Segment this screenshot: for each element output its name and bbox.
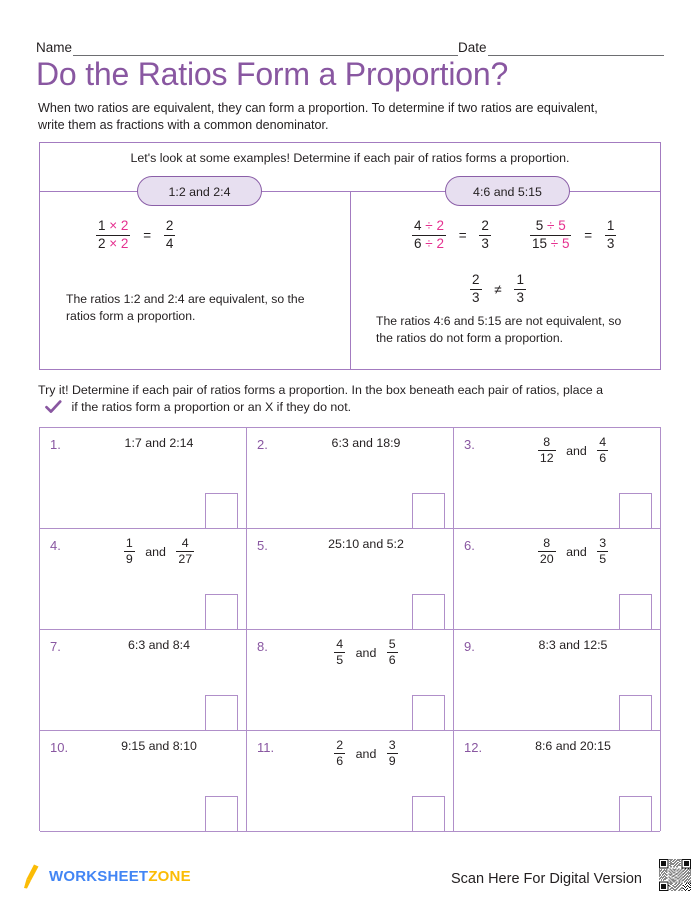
fraction [530, 219, 571, 251]
fraction [387, 638, 398, 668]
numerator-value: 5 [387, 638, 398, 653]
denominator-value: 9 [125, 552, 133, 567]
fraction [514, 273, 526, 305]
equals-operator: = [458, 227, 467, 243]
denominator-value: 3 [606, 235, 615, 251]
problem-cell-3[interactable] [454, 428, 660, 528]
numerator-value: 1 [98, 218, 106, 233]
numerator-value: 2 [470, 273, 482, 290]
example-right-pane [350, 191, 660, 369]
denominator-value: 27 [178, 552, 193, 567]
problem-cell-11[interactable] [247, 731, 454, 831]
numerator-value: 2 [164, 219, 176, 236]
problem-cell-10[interactable] [40, 731, 247, 831]
equals-operator: = [584, 227, 593, 243]
numerator-value: 2 [334, 739, 345, 754]
fraction [605, 219, 617, 251]
answer-box[interactable] [412, 493, 445, 529]
practice-problems-grid [39, 427, 661, 831]
numerator-value: 1 [514, 273, 526, 290]
problem-cell-2[interactable] [247, 428, 454, 528]
fraction [164, 219, 176, 251]
problem-content [494, 537, 652, 567]
conjunction: and [145, 544, 166, 559]
problem-cell-12[interactable] [454, 731, 660, 831]
fraction [334, 739, 345, 769]
scan-prompt-text: Scan Here For Digital Version [451, 871, 642, 887]
fraction [176, 537, 194, 567]
answer-box[interactable] [412, 594, 445, 630]
problem-cell-8[interactable] [247, 630, 454, 730]
date-label: Date [458, 40, 487, 55]
fraction [387, 739, 398, 769]
numerator-value: 4 [334, 638, 345, 653]
problem-cell-1[interactable] [40, 428, 247, 528]
numerator-value: 2 [479, 219, 491, 236]
intro-paragraph: When two ratios are equivalent, they can form a proportion. To determine if two ratios are equivalent, write them as fractions with a common denominator. [38, 101, 598, 132]
answer-box[interactable] [619, 493, 652, 529]
numerator-value: 4 [176, 537, 194, 552]
fraction [538, 537, 556, 567]
answer-box[interactable] [205, 594, 238, 630]
fraction [124, 537, 135, 567]
logo-secondary-text: ZONE [148, 867, 191, 885]
fraction [538, 436, 556, 466]
problem-content: 1:7 and 2:14 [124, 436, 194, 450]
practice-instructions [38, 382, 618, 419]
denominator-value: 3 [516, 289, 524, 305]
problem-content: 9:15 and 8:10 [121, 739, 197, 753]
denominator-value: 5 [336, 653, 344, 668]
problem-cell-7[interactable] [40, 630, 247, 730]
denominator-operation: ÷ 2 [425, 235, 444, 251]
example-left-pane [40, 191, 350, 369]
problem-content [287, 739, 445, 769]
fraction [479, 219, 491, 251]
worksheet-zone-logo[interactable] [22, 862, 191, 890]
denominator-value: 6 [414, 235, 422, 251]
denominator-value: 12 [539, 451, 554, 466]
example-right-conclusion: The ratios 4:6 and 5:15 are not equivalent, so the ratios do not form a proportion. [376, 314, 622, 345]
problem-number: 6. [464, 538, 475, 553]
problem-cell-5[interactable] [247, 529, 454, 629]
conjunction: and [355, 746, 377, 761]
numerator-value: 4 [414, 218, 422, 233]
problem-cell-6[interactable] [454, 529, 660, 629]
answer-box[interactable] [619, 695, 652, 731]
denominator-value: 5 [599, 552, 607, 567]
problem-content: 6:3 and 8:4 [127, 638, 190, 652]
example-right-equation-1 [412, 219, 491, 251]
instructions-line-2-after: if the ratios form a proportion or an X if they do not. [71, 400, 352, 414]
problem-number: 5. [257, 538, 268, 553]
instructions-line-1: Try it! Determine if each pair of ratios forms a proportion. In the box beneath each pair of [38, 383, 523, 397]
numerator-value: 8 [538, 436, 556, 451]
fraction [597, 436, 608, 466]
denominator-value: 2 [98, 235, 106, 251]
denominator-value: 9 [388, 754, 396, 769]
fraction [597, 537, 608, 567]
examples-heading: Let's look at some examples! Determine if each pair of ratios forms a proportion. [130, 151, 570, 165]
numerator-operation: ÷ 5 [547, 218, 566, 233]
denominator-value: 15 [532, 235, 548, 251]
numerator-operation: ÷ 2 [425, 218, 444, 233]
problem-number: 7. [50, 639, 61, 654]
numerator-value: 8 [538, 537, 556, 552]
conjunction: and [566, 443, 587, 458]
answer-box[interactable] [619, 796, 652, 832]
problem-row [40, 428, 660, 529]
logo-pencil-icon [22, 863, 44, 889]
instructions-line-2-before: ratios, place a [525, 383, 603, 397]
problem-number: 10. [50, 740, 69, 755]
date-write-line[interactable] [488, 41, 664, 56]
denominator-value: 6 [388, 653, 396, 668]
example-left-equation [96, 219, 175, 251]
conjunction: and [355, 645, 377, 660]
fraction [412, 219, 446, 251]
denominator-value: 20 [539, 552, 554, 567]
problem-content [494, 436, 652, 466]
example-left-pill: 1:2 and 2:4 [137, 176, 262, 206]
denominator-value: 4 [165, 235, 174, 251]
problem-row [40, 630, 660, 731]
denominator-value: 3 [472, 289, 480, 305]
problem-cell-4[interactable] [40, 529, 247, 629]
problem-number: 8. [257, 639, 268, 654]
denominator-value: 3 [481, 235, 489, 251]
numerator-value: 4 [597, 436, 608, 451]
example-right-pill: 4:6 and 5:15 [445, 176, 570, 206]
numerator-value: 1 [605, 219, 617, 236]
problem-row [40, 529, 660, 630]
problem-number: 1. [50, 437, 61, 452]
example-right-comparison [470, 273, 526, 305]
numerator-operation: × 2 [109, 218, 129, 233]
problem-content: 6:3 and 18:9 [331, 436, 401, 450]
answer-box[interactable] [205, 796, 238, 832]
name-write-line[interactable] [73, 41, 458, 56]
denominator-value: 6 [599, 451, 607, 466]
answer-box[interactable] [205, 493, 238, 529]
conjunction: and [566, 544, 587, 559]
problem-number: 4. [50, 538, 61, 553]
denominator-operation: × 2 [109, 235, 129, 251]
problem-number: 2. [257, 437, 268, 452]
name-date-row [36, 36, 664, 56]
qr-code-icon[interactable] [658, 858, 692, 892]
numerator-value: 5 [535, 218, 544, 233]
problem-content: 8:6 and 20:15 [535, 739, 611, 753]
logo-primary-text: WORKSHEET [49, 867, 149, 885]
fraction [96, 219, 130, 251]
check-icon [38, 400, 68, 419]
problem-content: 25:10 and 5:2 [328, 537, 404, 551]
answer-box[interactable] [412, 796, 445, 832]
name-label: Name [36, 40, 73, 55]
numerator-value: 1 [124, 537, 135, 552]
page-footer [0, 858, 700, 895]
answer-box[interactable] [205, 695, 238, 731]
problem-content [287, 638, 445, 668]
fraction [470, 273, 482, 305]
numerator-value: 3 [597, 537, 608, 552]
problem-number: 9. [464, 639, 475, 654]
equals-operator: = [143, 227, 152, 243]
problem-number: 3. [464, 437, 475, 452]
problem-number: 12. [464, 740, 483, 755]
fraction [334, 638, 345, 668]
problem-content [80, 537, 238, 567]
denominator-value: 6 [336, 754, 344, 769]
logo-text [49, 868, 191, 885]
examples-panel [39, 142, 661, 370]
numerator-value: 3 [387, 739, 398, 754]
denominator-operation: ÷ 5 [550, 235, 570, 251]
problem-number: 11. [257, 740, 275, 755]
answer-box[interactable] [619, 594, 652, 630]
page-title: Do the Ratios Form a Proportion? [36, 56, 509, 92]
not-equals-operator: ≠ [494, 281, 502, 297]
problem-content: 8:3 and 12:5 [538, 638, 608, 652]
example-left-conclusion: The ratios 1:2 and 2:4 are equivalent, so the ratios form a proportion. [66, 292, 305, 323]
example-right-equation-2 [530, 219, 616, 251]
problem-cell-9[interactable] [454, 630, 660, 730]
problem-row [40, 731, 660, 832]
answer-box[interactable] [412, 695, 445, 731]
